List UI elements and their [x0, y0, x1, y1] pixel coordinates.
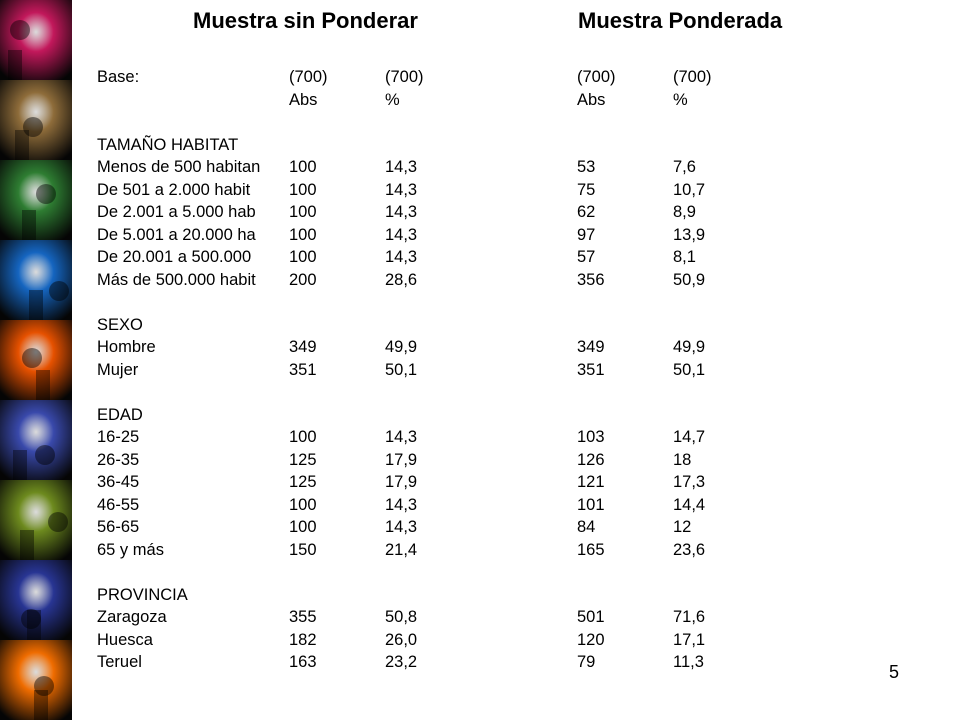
table-row-weighted-pct: 8,1: [673, 248, 696, 266]
table-row-unweighted-pct: 14,3: [385, 158, 418, 176]
strip-photo-tile: [0, 640, 72, 720]
base-row-weighted-pct: (700): [673, 68, 712, 86]
table-row-unweighted-abs: 100: [289, 248, 317, 266]
decorative-photo-strip: [0, 0, 72, 720]
table-row-unweighted-pct: 14,3: [385, 495, 418, 514]
table-row-weighted-abs: 103: [577, 428, 605, 446]
table-row-unweighted-pct: 14,3: [385, 248, 418, 266]
table-row-weighted-pct: 13,9: [673, 225, 706, 244]
table-row-unweighted-pct: 21,4: [385, 540, 418, 559]
table-row-unweighted-abs: 355: [289, 608, 317, 626]
table-row-unweighted-abs: 200: [289, 270, 317, 289]
strip-photo-tile: [0, 240, 72, 320]
table-row-weighted-pct: 50,9: [673, 270, 706, 289]
table-row-weighted-abs: 121: [577, 473, 605, 491]
table-row-unweighted-abs: 100: [289, 203, 317, 221]
table-row-unweighted-pct: 50,8: [385, 608, 418, 626]
units-row-weighted-pct: %: [673, 90, 688, 109]
base-row-row-label: Base:: [97, 68, 140, 86]
table-row-weighted-abs: 356: [577, 270, 605, 289]
units-row-weighted-abs: Abs: [577, 90, 606, 109]
table-row-unweighted-abs: 100: [289, 518, 317, 536]
section-title: EDAD: [97, 405, 143, 424]
table-row-unweighted-pct: 17,9: [385, 473, 418, 491]
table-row-weighted-abs: 75: [577, 180, 596, 199]
table-row-unweighted-abs: 182: [289, 630, 317, 649]
table-row-unweighted-pct: 14,3: [385, 518, 418, 536]
table-row-row-label: 36-45: [97, 473, 140, 491]
table-row-unweighted-abs: 100: [289, 428, 317, 446]
table-row-row-label: 56-65: [97, 518, 140, 536]
table-row-row-label: Mujer: [97, 360, 139, 379]
table-row-row-label: Menos de 500 habitan: [97, 158, 261, 176]
table-row-weighted-abs: 165: [577, 540, 605, 559]
table-row-weighted-abs: 501: [577, 608, 605, 626]
base-row-unweighted-abs: (700): [289, 68, 328, 86]
weighted-sample-heading: Muestra Ponderada: [578, 8, 783, 33]
table-row-row-label: Huesca: [97, 630, 153, 649]
table-row-weighted-abs: 120: [577, 630, 605, 649]
table-row-weighted-pct: 10,7: [673, 180, 706, 199]
strip-photo-tile: [0, 560, 72, 640]
strip-photo-tile: [0, 80, 72, 160]
unweighted-sample-heading: Muestra sin Ponderar: [193, 8, 418, 33]
table-row-weighted-abs: 62: [577, 203, 596, 221]
table-row-weighted-pct: 50,1: [673, 360, 706, 379]
page-number: 5: [889, 662, 900, 682]
table-row-unweighted-abs: 150: [289, 540, 317, 559]
table-row-weighted-abs: 84: [577, 518, 596, 536]
table-row-row-label: 65 y más: [97, 540, 164, 559]
table-row-row-label: Hombre: [97, 338, 156, 356]
table-row-unweighted-abs: 163: [289, 653, 317, 671]
table-row-row-label: Zaragoza: [97, 608, 167, 626]
table-row-weighted-abs: 349: [577, 338, 605, 356]
table-row-unweighted-abs: 349: [289, 338, 317, 356]
units-row-unweighted-pct: %: [385, 90, 400, 109]
table-row-unweighted-pct: 14,3: [385, 428, 418, 446]
table-row-unweighted-pct: 23,2: [385, 653, 418, 671]
table-row-weighted-abs: 101: [577, 495, 605, 514]
table-row-unweighted-abs: 100: [289, 158, 317, 176]
table-row-unweighted-abs: 100: [289, 225, 317, 244]
table-row-weighted-abs: 57: [577, 248, 596, 266]
table-row-row-label: 16-25: [97, 428, 140, 446]
table-row-unweighted-abs: 100: [289, 180, 317, 199]
table-row-unweighted-pct: 50,1: [385, 360, 418, 379]
table-row-unweighted-pct: 14,3: [385, 225, 418, 244]
section-title: PROVINCIA: [97, 585, 188, 604]
strip-photo-tile: [0, 0, 72, 80]
table-row-weighted-abs: 97: [577, 225, 596, 244]
table-row-weighted-abs: 79: [577, 653, 596, 671]
strip-photo-tile: [0, 160, 72, 240]
table-row-unweighted-pct: 49,9: [385, 338, 418, 356]
table-row-unweighted-abs: 100: [289, 495, 317, 514]
strip-photo-tile: [0, 320, 72, 400]
table-row-weighted-abs: 126: [577, 450, 605, 469]
table-row-unweighted-pct: 17,9: [385, 450, 418, 469]
table-row-row-label: Más de 500.000 habit: [97, 270, 256, 289]
table-row-weighted-pct: 23,6: [673, 540, 706, 559]
table-row-unweighted-pct: 26,0: [385, 630, 418, 649]
table-row-weighted-abs: 351: [577, 360, 605, 379]
base-row-unweighted-pct: (700): [385, 68, 424, 86]
table-row-unweighted-pct: 28,6: [385, 270, 418, 289]
table-row-weighted-pct: 17,3: [673, 473, 706, 491]
table-row-weighted-abs: 53: [577, 158, 596, 176]
table-row-weighted-pct: 7,6: [673, 158, 696, 176]
table-row-unweighted-abs: 125: [289, 450, 317, 469]
table-row-weighted-pct: 12: [673, 518, 692, 536]
table-row-unweighted-pct: 14,3: [385, 203, 418, 221]
table-row-row-label: De 20.001 a 500.000: [97, 248, 252, 266]
units-row-unweighted-abs: Abs: [289, 90, 318, 109]
table-row-row-label: 46-55: [97, 495, 140, 514]
table-row-row-label: De 2.001 a 5.000 hab: [97, 203, 256, 221]
table-row-weighted-pct: 18: [673, 450, 692, 469]
table-row-weighted-pct: 14,4: [673, 495, 706, 514]
table-row-row-label: 26-35: [97, 450, 140, 469]
table-row-unweighted-pct: 14,3: [385, 180, 418, 199]
table-row-unweighted-abs: 125: [289, 473, 317, 491]
table-row-weighted-pct: 14,7: [673, 428, 706, 446]
section-title: TAMAÑO HABITAT: [97, 135, 239, 154]
table-row-row-label: Teruel: [97, 653, 142, 671]
table-row-unweighted-abs: 351: [289, 360, 317, 379]
table-row-row-label: De 501 a 2.000 habit: [97, 180, 251, 199]
table-row-weighted-pct: 8,9: [673, 203, 696, 221]
section-title: SEXO: [97, 315, 143, 334]
table-row-weighted-pct: 11,3: [673, 653, 704, 671]
table-row-weighted-pct: 17,1: [673, 630, 706, 649]
table-row-weighted-pct: 71,6: [673, 608, 706, 626]
strip-photo-tile: [0, 480, 72, 560]
strip-photo-tile: [0, 400, 72, 480]
table-row-weighted-pct: 49,9: [673, 338, 706, 356]
base-row-weighted-abs: (700): [577, 68, 616, 86]
table-row-row-label: De 5.001 a 20.000 ha: [97, 225, 256, 244]
